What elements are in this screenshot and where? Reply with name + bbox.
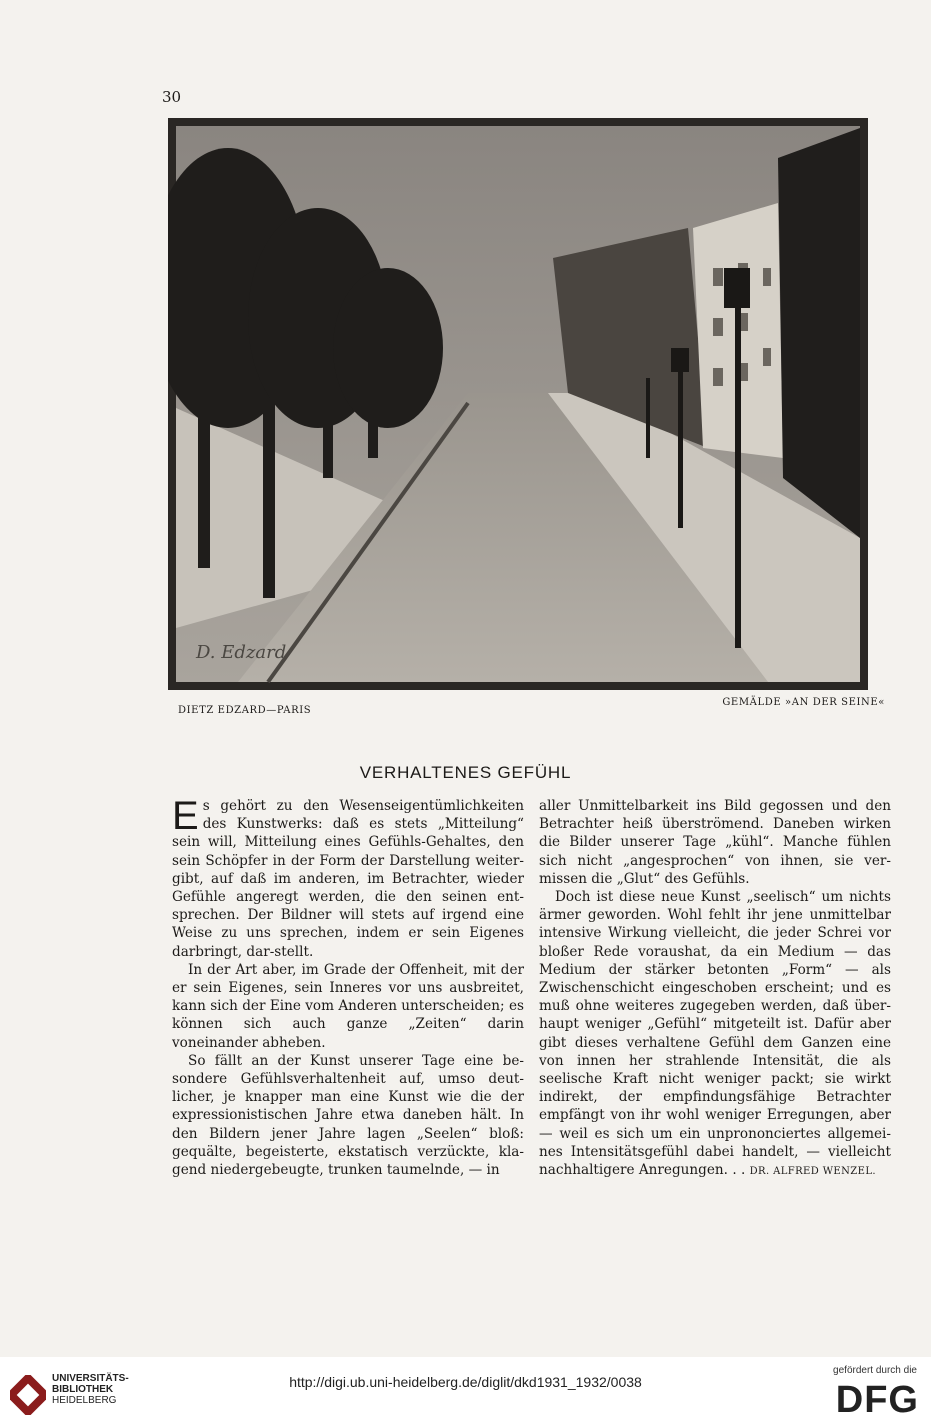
paragraph-text: Doch ist diese neue Kunst „seelisch“ um nichts ärmer geworden. Wohl fehlt ihr jene unmittelbar intensive Wirkung vielleicht, die jeder Schrei vor bloßer Rede voraushat, da ein Medium — das Medium der stärker betonten „Form“ — als Zwischenschicht eingeschoben erscheint; und es muß ohne weiteres zugegeben werden, daß überhaupt weniger „Gefühl“ mitgeteilt ist. Dafür aber gibt dieses verhaltene Gefühl dem Ganzen eine von innen her strahlende Intensität, die als seelische Kraft nicht weniger packt; sie wirkt indirekt, der empfindungsfähige Betrachter empfängt von ihr wohl weniger Erregungen, aber — weil es sich um ein unprononciertes allgemeines Intensitätsgefühl dabei handelt, — vielleicht nachhaltigere Anregungen. . . [539, 889, 891, 1179]
footer [0, 1357, 931, 1427]
tree-right [778, 128, 860, 538]
library-name-line: UNIVERSITÄTS- [52, 1373, 129, 1384]
sponsor-text: gefördert durch die [833, 1365, 917, 1376]
author-signature: DR. ALFRED WENZEL. [749, 1166, 876, 1178]
library-name-line: BIBLIOTHEK [52, 1384, 114, 1395]
painting-image [168, 118, 868, 690]
painting-signature: D. Edzard [196, 642, 287, 663]
drop-cap: E [172, 794, 199, 838]
paragraph [539, 888, 891, 1181]
article-title: VERHALTENES GEFÜHL [359, 763, 572, 782]
source-url[interactable]: http://digi.ub.uni-heidelberg.de/diglit/dkd1931_1932/0038 [289, 1374, 642, 1390]
painting-artist-caption: DIETZ EDZARD—PARIS [178, 705, 312, 716]
paragraph: aller Unmittelbarkeit ins Bild gegossen und den Betrachter heiß überströmend. Daneben wirken die Bilder unserer Tage „kühl“. Manche fühlen sich nicht „angesprochen“ von ihnen, sie vermissen die „Glut“ des Gefühls. [539, 798, 891, 887]
paragraph: So fällt an der Kunst unserer Tage eine besondere Gefühlsverhaltenheit auf, umso deutlicher, je knapper man eine Kunst wie die der expressionistischen Jahre etwa daneben hält. In den Bildern jener Jahre lagen „Seelen“ bloß: gequälte, begeisterte, ekstatisch verzückte, klagend niedergebeugte, trunken taumelnde, — in [172, 1052, 524, 1179]
painting-svg [168, 118, 868, 690]
article-right-column [539, 797, 891, 1181]
library-name-line: HEIDELBERG [52, 1395, 117, 1406]
paragraph-text: s gehört zu den Wesenseigentümlichkeiten des Kunstwerks: daß es stets „Mitteilung“ sein will, Mitteilung eines Gefühls-Gehaltes, den sein Schöpfer in der Form der Darstellung weitergibt, auf daß im anderen, im Betrachter, wieder Gefühle angeregt werden, die den seinen entsprechen. Der Bildner will stets auf irgend eine Weise zu uns sprechen, indem er sein Eigenes darbringt, dar-stellt. [172, 798, 524, 960]
article-left-column [172, 794, 524, 1179]
painting-title-caption: GEMÄLDE »AN DER SEINE« [722, 697, 885, 708]
paragraph [172, 794, 524, 961]
dfg-logo: DFG [835, 1379, 919, 1421]
paragraph: In der Art aber, im Grade der Offenheit, mit der er sein Eigenes, sein Inneres vor uns ausbreitet, kann sich der Eine vom Anderen unterscheiden; es können sich auch ganze „Zeiten“ darin voneinander abheben. [172, 961, 524, 1051]
page-number: 30 [162, 88, 182, 106]
